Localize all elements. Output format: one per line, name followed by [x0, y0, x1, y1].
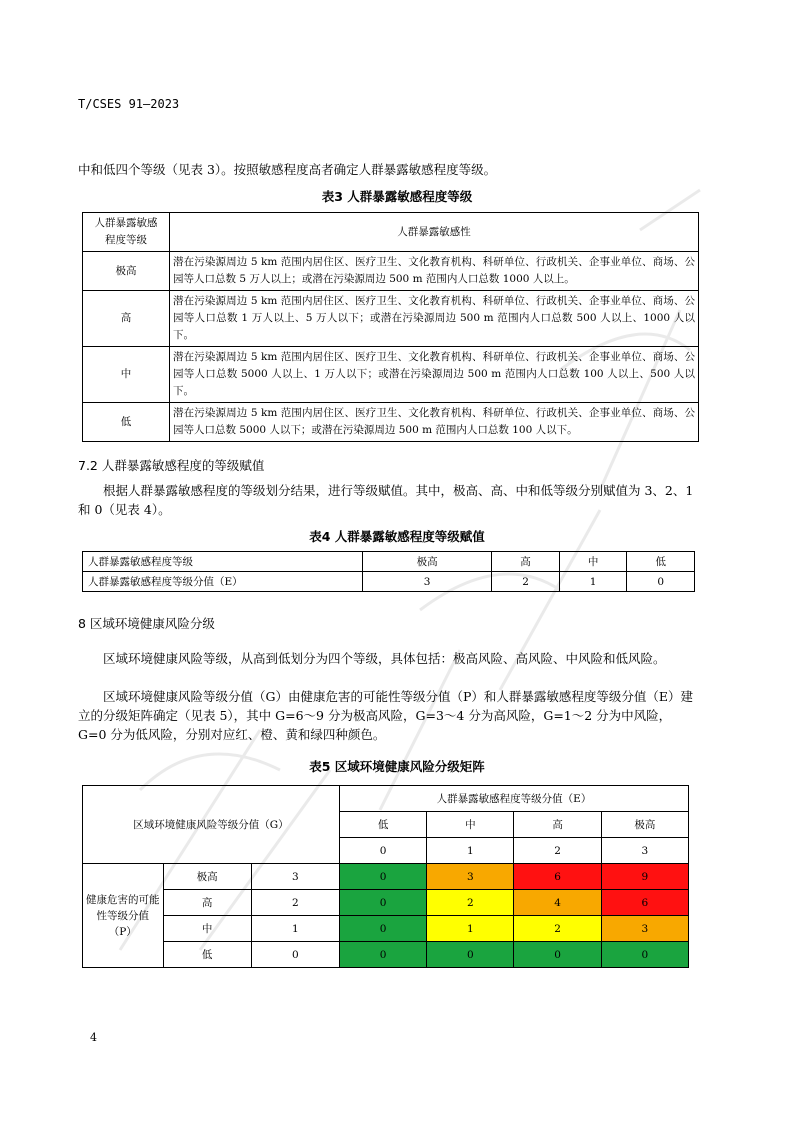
table3-desc: 潜在污染源周边 5 km 范围内居住区、医疗卫生、文化教育机构、科研单位、行政机关、企事业单位、商场、公园等人口总数 1 万人以上、5 万人以下；或潜在污染源周边 500 m 范围内人口总数 500 人以上、1000 人以下。 — [170, 291, 699, 347]
table5-p-value: 3 — [251, 864, 339, 890]
table5-p-value: 1 — [251, 916, 339, 942]
table3-desc: 潜在污染源周边 5 km 范围内居住区、医疗卫生、文化教育机构、科研单位、行政机关、企事业单位、商场、公园等人口总数 5000 人以下；或潜在污染源周边 500 m 范围内人口总数 100 人以下。 — [170, 403, 699, 442]
table4 — [82, 551, 695, 592]
table4-cell: 人群暴露敏感程度等级 — [83, 552, 363, 572]
table4-cell: 极高 — [363, 552, 492, 572]
table-row — [83, 347, 699, 403]
table3 — [82, 212, 699, 442]
risk-cell: 6 — [601, 890, 688, 916]
page-number: 4 — [90, 1031, 97, 1044]
table5-p-level: 低 — [163, 942, 251, 968]
table5 — [82, 785, 689, 968]
table5-e-value: 2 — [514, 838, 601, 864]
table5-p-level: 极高 — [163, 864, 251, 890]
table5-e-value: 3 — [601, 838, 688, 864]
table5-p-level: 高 — [163, 890, 251, 916]
table3-level: 中 — [83, 347, 170, 403]
table5-e-value: 0 — [339, 838, 426, 864]
table-row — [83, 942, 689, 968]
table5-e-level: 高 — [514, 812, 601, 838]
table5-p-label: 健康危害的可能性等级分值（P） — [83, 864, 164, 968]
table-row — [83, 864, 689, 890]
table4-cell: 1 — [559, 572, 627, 592]
risk-cell: 0 — [339, 890, 426, 916]
risk-cell: 6 — [514, 864, 601, 890]
table5-e-level: 低 — [339, 812, 426, 838]
risk-cell: 0 — [339, 916, 426, 942]
table5-e-level: 中 — [427, 812, 514, 838]
table4-cell: 高 — [492, 552, 560, 572]
risk-cell: 1 — [427, 916, 514, 942]
table5-caption: 表5 区域环境健康风险分级矩阵 — [309, 759, 485, 774]
table5-e-level: 极高 — [601, 812, 688, 838]
table5-corner: 区域环境健康风险等级分值（G） — [83, 786, 340, 864]
risk-cell: 3 — [427, 864, 514, 890]
table3-level: 极高 — [83, 252, 170, 291]
document-header: T/CSES 91—2023 — [78, 97, 180, 111]
table-row — [83, 403, 699, 442]
risk-cell: 0 — [339, 864, 426, 890]
section-7-2-title: 7.2 人群暴露敏感程度的等级赋值 — [78, 458, 265, 473]
risk-cell: 0 — [339, 942, 426, 968]
table4-cell: 0 — [627, 572, 695, 592]
section-8-para1: 区域环境健康风险等级，从高到低划分为四个等级，具体包括：极高风险、高风险、中风险和低风险。 — [103, 651, 666, 666]
table5-e-header: 人群暴露敏感程度等级分值（E） — [339, 786, 688, 812]
table-row — [83, 291, 699, 347]
table-row — [83, 572, 695, 592]
section-8-para2: 区域环境健康风险等级分值（G）由健康危害的可能性等级分值（P）和人群暴露敏感程度等级分值（E）建立的分级矩阵确定（见表 5），其中 G=6～9 分为极高风险，G=3～4 分为高风险，G=1～2 分为中风险，G=0 分为低风险，分别对应红、橙、黄和绿四种颜色。 — [78, 689, 694, 742]
table3-level: 高 — [83, 291, 170, 347]
table4-cell: 中 — [559, 552, 627, 572]
table-row — [83, 916, 689, 942]
section-8-title: 8 区域环境健康风险分级 — [78, 616, 215, 631]
table-row — [83, 890, 689, 916]
section-7-2-text: 根据人群暴露敏感程度的等级划分结果，进行等级赋值。其中，极高、高、中和低等级分别赋值为 3、2、1 和 0（见表 4）。 — [78, 483, 694, 517]
table5-p-value: 0 — [251, 942, 339, 968]
table5-p-level: 中 — [163, 916, 251, 942]
table3-level: 低 — [83, 403, 170, 442]
table-row — [83, 552, 695, 572]
risk-cell: 0 — [514, 942, 601, 968]
table-row — [83, 252, 699, 291]
intro-text: 中和低四个等级（见表 3）。按照敏感程度高者确定人群暴露敏感程度等级。 — [78, 162, 497, 177]
table4-cell: 2 — [492, 572, 560, 592]
table5-e-value: 1 — [427, 838, 514, 864]
table3-desc: 潜在污染源周边 5 km 范围内居住区、医疗卫生、文化教育机构、科研单位、行政机关、企事业单位、商场、公园等人口总数 5 万人以上；或潜在污染源周边 500 m 范围内人口总数 1000 人以上。 — [170, 252, 699, 291]
risk-cell: 0 — [427, 942, 514, 968]
risk-cell: 9 — [601, 864, 688, 890]
table4-cell: 人群暴露敏感程度等级分值（E） — [83, 572, 363, 592]
table3-head-desc: 人群暴露敏感性 — [170, 213, 699, 252]
table4-caption: 表4 人群暴露敏感程度等级赋值 — [309, 529, 485, 544]
table3-caption: 表3 人群暴露敏感程度等级 — [321, 189, 473, 204]
table4-cell: 3 — [363, 572, 492, 592]
risk-cell: 2 — [427, 890, 514, 916]
risk-cell: 3 — [601, 916, 688, 942]
table3-head-level: 人群暴露敏感 程度等级 — [83, 213, 170, 252]
table5-p-value: 2 — [251, 890, 339, 916]
risk-cell: 0 — [601, 942, 688, 968]
risk-cell: 4 — [514, 890, 601, 916]
table3-desc: 潜在污染源周边 5 km 范围内居住区、医疗卫生、文化教育机构、科研单位、行政机关、企事业单位、商场、公园等人口总数 5000 人以上、1 万人以下；或潜在污染源周边 500 m 范围内人口总数 100 人以上、500 人以下。 — [170, 347, 699, 403]
table4-cell: 低 — [627, 552, 695, 572]
risk-cell: 2 — [514, 916, 601, 942]
